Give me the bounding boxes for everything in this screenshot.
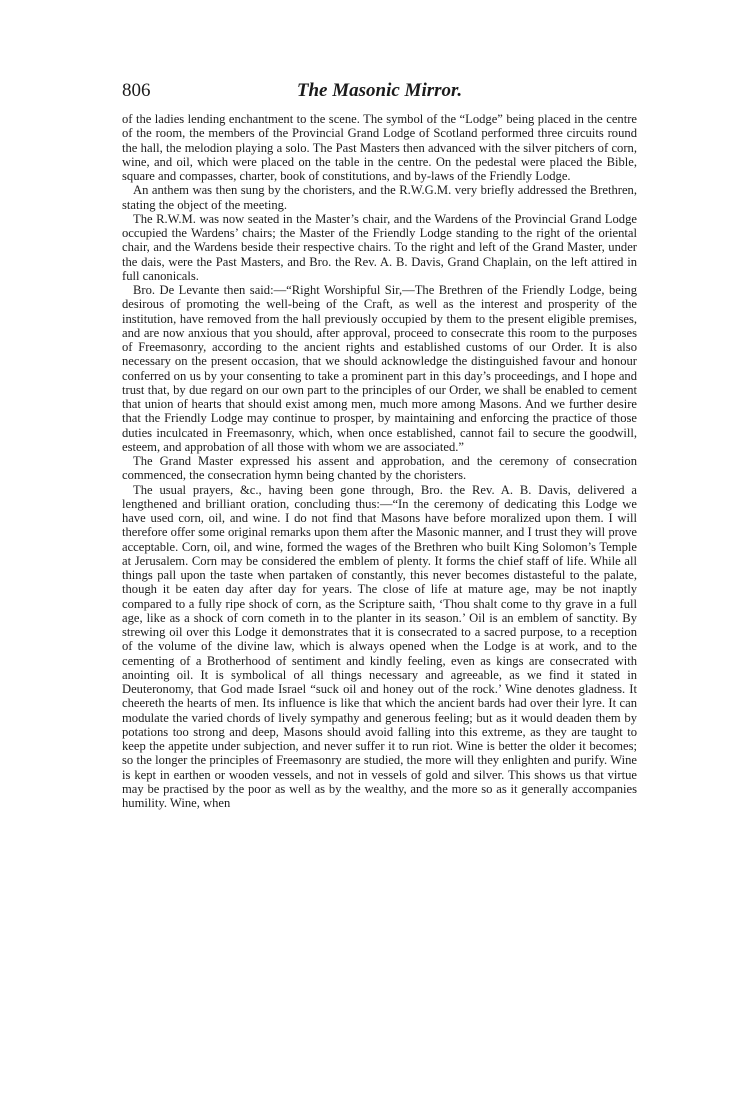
paragraph: of the ladies lending enchantment to the scene. The symbol of the “Lodge” being placed in the centre of the room, the members of the Provincial Grand Lodge of Scotland performed three circuits round the hall, the melodion playing a solo. The Past Masters then advanced with the silver pitchers of corn, wine, and oil, which were placed on the table in the centre. On the pedestal were placed the Bible, square and compasses, charter, book of constitutions, and by-laws of the Friendly Lodge. <box>122 112 637 183</box>
paragraph: The R.W.M. was now seated in the Master’s chair, and the Wardens of the Provincial Grand Lodge occupied the Wardens’ chairs; the Master of the Friendly Lodge standing to the right of the oriental chair, and the Wardens beside their respective chairs. To the right and left of the Grand Master, under the dais, were the Past Masters, and Bro. the Rev. A. B. Davis, Grand Chaplain, on the left attired in full canonicals. <box>122 211 637 283</box>
running-head <box>122 80 637 106</box>
article-body <box>122 112 637 810</box>
paragraph: Bro. De Levante then said:—“Right Worshipful Sir,—The Brethren of the Friendly Lodge, being desirous of promoting the well-being of the Craft, as well as the interest and prosperity of the institution, have removed from the hall previously occupied by them to the present eligible premises, and are now anxious that you should, after approval, proceed to consecrate this room to the purposes of Freemasonry, according to the ancient rights and established customs of our Order. It is also necessary on the present occasion, that we should acknowledge the distinguished favour and honour conferred on us by your consenting to take a prominent part in this day’s proceedings, and I hope and trust that, by due regard on our own part to the principles of our Order, we shall be enabled to cement that union of hearts that should exist among men, much more among Masons. And we further desire that the Friendly Lodge may continue to prosper, by maintaining and enforcing the practice of those duties inculcated in Freemasonry, which, when once established, cannot fail to secure the goodwill, esteem, and approbation of all those with whom we are associated.” <box>122 283 637 454</box>
paragraph: The usual prayers, &c., having been gone through, Bro. the Rev. A. B. Davis, delivered a lengthened and brilliant oration, concluding thus:—“In the ceremony of dedicating this Lodge we have used corn, oil, and wine. I do not find that Masons have before moralized upon them. I will therefore offer some original remarks upon them after the Masonic manner, and I trust they will prove acceptable. Corn, oil, and wine, formed the wages of the Brethren who built King Solomon’s Temple at Jerusalem. Corn may be considered the emblem of plenty. It forms the chief staff of life. While all things pall upon the taste when partaken of constantly, this never becomes distasteful to the palate, though it be eaten day after day for years. The close of life at mature age, may be not inaptly compared to a fully ripe shock of corn, as the Scripture saith, ‘Thou shalt come to thy grave in a full age, like as a shock of corn cometh in to the planter in its season.’ Oil is an emblem of sanctity. By strewing oil over this Lodge it demonstrates that it is consecrated to a sacred purpose, to a reception of the volume of the divine law, which is always opened when the Lodge is at work, and to the cementing of a Brotherhood of sentiment and kindly feeling, even as kings are consecrated with anointing oil. It is symbolical of all things necessary and agreeable, as we find it stated in Deuteronomy, that God made Israel “suck oil and honey out of the rock.’ Wine denotes gladness. It cheereth the hearts of men. Its influence is like that which the ancient bards had over their lyre. It can modulate the varied chords of lively sympathy and generous feeling; but as it would deaden them by potations too strong and deep, Masons should avoid falling into this extreme, as they are taught to keep the appetite under subjection, and never suffer it to run riot. Wine is better the older it becomes; so the longer the principles of Freemasonry are studied, the more will they enlighten and purify. Wine is kept in earthen or wooden vessels, and not in vessels of gold and silver. This shows us that virtue may be practised by the poor as well as by the wealthy, and the more so as it generally accompanies humility. Wine, when <box>122 482 637 810</box>
paragraph: The Grand Master expressed his assent and approbation, and the ceremony of consecration commenced, the consecration hymn being chanted by the choristers. <box>122 454 637 483</box>
paragraph: An anthem was then sung by the choristers, and the R.W.G.M. very briefly addressed the Brethren, stating the object of the meeting. <box>122 183 637 212</box>
journal-title: The Masonic Mirror. <box>296 80 463 101</box>
page-number: 806 <box>122 80 151 101</box>
